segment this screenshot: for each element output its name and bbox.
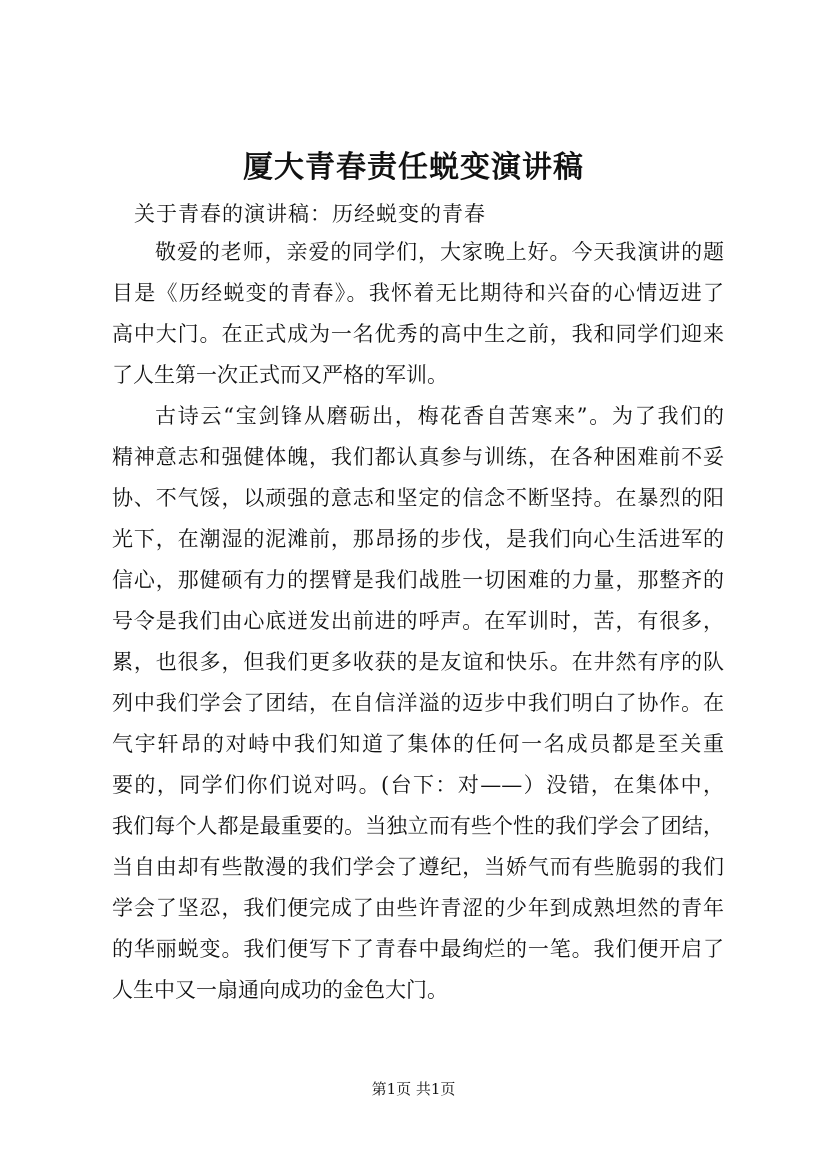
paragraph-line: 协、不气馁，以顽强的意志和坚定的信念不断坚持。在暴烈的阳 <box>112 486 724 510</box>
paragraph-line: 古诗云“宝剑锋从磨砺出，梅花香自苦寒来”。为了我们的 <box>155 404 724 428</box>
paragraph-line: 敬爱的老师，亲爱的同学们，大家晚上好。今天我演讲的题 <box>155 240 724 264</box>
paragraph-line: 目是《历经蜕变的青春》。我怀着无比期待和兴奋的心情迈进了 <box>112 281 724 305</box>
paragraph-line: 列中我们学会了团结，在自信洋溢的迈步中我们明白了协作。在 <box>112 691 724 715</box>
paragraph-line: 要的，同学们你们说对吗。(台下：对——）没错，在集体中， <box>112 773 724 797</box>
page-title: 厦大青春责任蜕变演讲稿 <box>243 150 584 185</box>
paragraph-line: 当自由却有些散漫的我们学会了遵纪，当娇气而有些脆弱的我们 <box>112 855 724 879</box>
paragraph-line: 累，也很多，但我们更多收获的是友谊和快乐。在井然有序的队 <box>112 650 724 674</box>
paragraph-line: 号令是我们由心底迸发出前进的呼声。在军训时，苦，有很多， <box>112 609 724 633</box>
document-body <box>112 196 724 1011</box>
paragraph-1 <box>112 232 724 396</box>
page-number-footer: 第1页 共1页 <box>371 1080 456 1098</box>
paragraph-line: 精神意志和强健体魄，我们都认真参与训练，在各种困难前不妥 <box>112 445 724 469</box>
paragraph-line: 学会了坚忍，我们便完成了由些许青涩的少年到成熟坦然的青年 <box>112 896 724 920</box>
paragraph-line: 人生中又一扇通向成功的金色大门。 <box>112 978 448 1002</box>
paragraph-line: 的华丽蜕变。我们便写下了青春中最绚烂的一笔。我们便开启了 <box>112 937 724 961</box>
paragraph-line: 信心，那健硕有力的摆臂是我们战胜一切困难的力量，那整齐的 <box>112 568 724 592</box>
paragraph-line: 了人生第一次正式而又严格的军训。 <box>112 363 448 387</box>
paragraph-2 <box>112 396 724 1011</box>
paragraph-line: 我们每个人都是最重要的。当独立而有些个性的我们学会了团结， <box>112 814 724 838</box>
paragraph-line: 高中大门。在正式成为一名优秀的高中生之前，我和同学们迎来 <box>112 322 724 346</box>
paragraph-line: 气宇轩昂的对峙中我们知道了集体的任何一名成员都是至关重 <box>112 732 724 756</box>
paragraph-line: 光下，在潮湿的泥滩前，那昂扬的步伐，是我们向心生活进军的 <box>112 527 724 551</box>
document-subtitle: 关于青春的演讲稿：历经蜕变的青春 <box>134 202 486 226</box>
